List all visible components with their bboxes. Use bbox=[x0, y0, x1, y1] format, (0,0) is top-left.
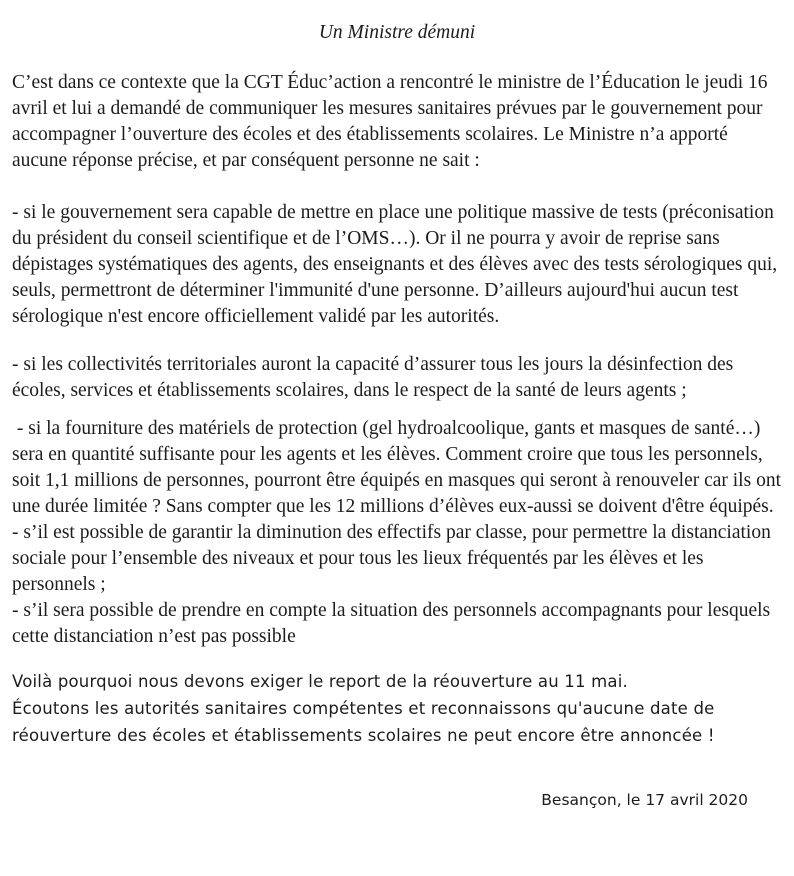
intro-paragraph: C’est dans ce contexte que la CGT Éduc’action a rencontré le ministre de l’Éducation le jeudi 16 avril et lui a demandé de communiquer les mesures sanitaires prévues par le gouvernement pour accompagner l’ouverture des écoles et des établissements scolaires. Le Ministre n’a apporté aucune réponse précise, et par conséquent personne ne sait : bbox=[12, 72, 773, 171]
bullet-paragraph-protection: - si la fourniture des matériels de protection (gel hydroalcoolique, gants et masques de santé…) sera en quantité suffisante pour les agents et les élèves. Comment croire que tous les personnels, soit 1,1 millions de personnes, pourront être équipés en masques qui seront à renouveler car ils ont une durée limitée ? Sans compter que les 12 millions d’élèves eux-aussi se doivent d'être équipés. bbox=[12, 418, 786, 517]
bullet-paragraph-tests: - si le gouvernement sera capable de mettre en place une politique massive de tests (préconisation du président du conseil scientifique et de l’OMS…). Or il ne pourra y avoir de reprise sans dépistages systématiques des agents, des enseignants et des élèves avec des tests sérologiques qui, seuls, permettront de déterminer l'immunité d'une personne. D’ailleurs aujourd'hui aucun test sérologique n'est encore officiellement validé par les autorités. bbox=[12, 202, 783, 327]
conclusion-line-report: Voilà pourquoi nous devons exiger le report de la réouverture au 11 mai. bbox=[12, 672, 628, 691]
document-title: Un Ministre démuni bbox=[318, 22, 476, 43]
conclusion-block bbox=[12, 668, 782, 749]
bullet-paragraph-effectifs: - s’il est possible de garantir la diminution des effectifs par classe, pour permettre la distanciation sociale pour l’ensemble des niveaux et pour tous les lieux fréquentés par les élèves et les personnels ; bbox=[12, 522, 776, 595]
conclusion-line-autorites: Écoutons les autorités sanitaires compétentes et reconnaissons qu'aucune date de réouverture des écoles et établissements scolaires ne peut encore être annoncée ! bbox=[12, 699, 720, 745]
bullet-paragraph-desinfection: - si les collectivités territoriales auront la capacité d’assurer tous les jours la désinfection des écoles, services et établissements scolaires, dans le respect de la santé de leurs agents ; bbox=[12, 354, 739, 401]
bullet-paragraph-accompagnants: - s’il sera possible de prendre en compte la situation des personnels accompagnants pour lesquels cette distanciation n’est pas possible bbox=[12, 600, 775, 647]
signature-line: Besançon, le 17 avril 2020 bbox=[541, 791, 748, 809]
